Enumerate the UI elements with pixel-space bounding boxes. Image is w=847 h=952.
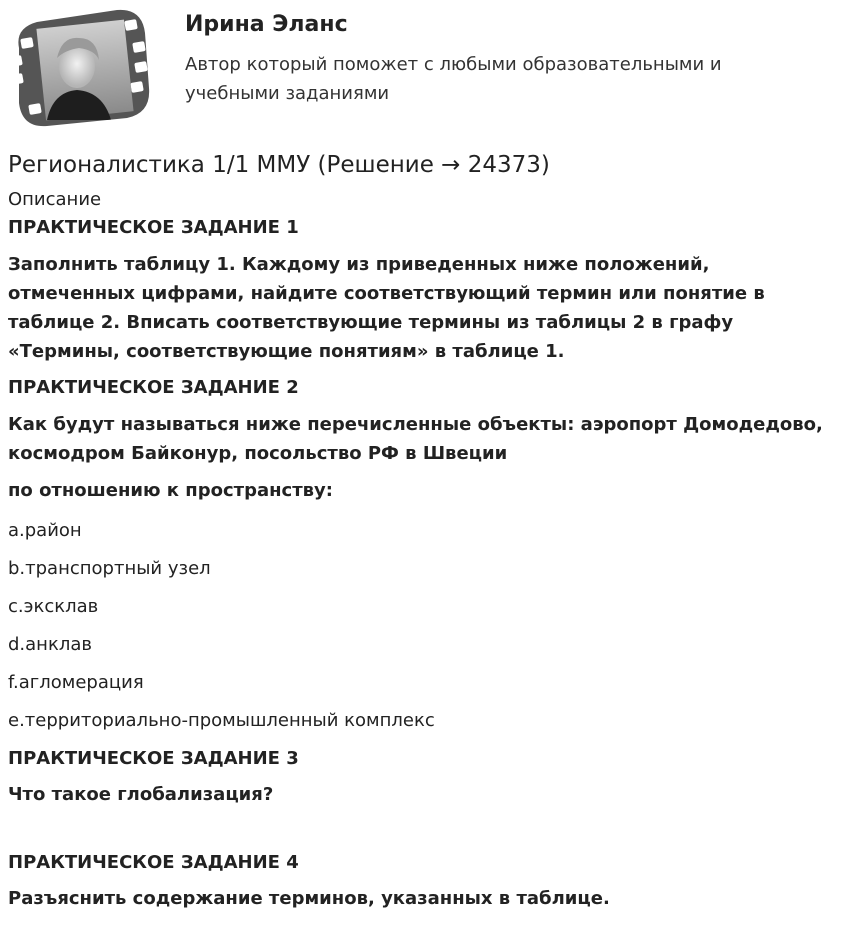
task-2-option: b.транспортный узел [8,558,211,579]
author-header [0,0,847,136]
task-1-text: Заполнить таблицу 1. Каждому из приведенных ниже положений, отмеченных цифрами, найдите соответствующий термин или понятие в таблице 2. Вписать соответствующие термины из таблицы 2 в графу «Термины, соответствующие понятиям» в таблице 1. [8,254,765,362]
task-2-option: c.эксклав [8,596,99,617]
task-2-option: f.агломерация [8,672,144,693]
author-name[interactable]: Ирина Эланс [185,12,348,37]
task-4-text: Разъяснить содержание терминов, указанных в таблице. [8,888,610,909]
document-title: Регионалистика 1/1 ММУ (Решение → 24373) [8,152,550,178]
author-description: Автор который поможет с любыми образовательными и учебными заданиями [185,54,722,104]
task-4-heading: ПРАКТИЧЕСКОЕ ЗАДАНИЕ 4 [8,852,299,873]
task-2-text-continued: по отношению к пространству: [8,480,333,501]
author-avatar [7,8,152,128]
task-2-heading: ПРАКТИЧЕСКОЕ ЗАДАНИЕ 2 [8,377,299,398]
task-2-text: Как будут называться ниже перечисленные объекты: аэропорт Домодедово, космодром Байконур, посольство РФ в Швеции [8,414,823,464]
document-content [0,150,847,913]
task-2-option: d.анклав [8,634,92,655]
task-2-option: e.территориально-промышленный комплекс [8,710,435,731]
task-3-heading: ПРАКТИЧЕСКОЕ ЗАДАНИЕ 3 [8,748,299,769]
task-2-option: a.район [8,520,82,541]
task-3-text: Что такое глобализация? [8,784,274,805]
spacer [8,809,837,847]
task-1-heading: ПРАКТИЧЕСКОЕ ЗАДАНИЕ 1 [8,217,299,238]
description-label: Описание [8,189,102,210]
